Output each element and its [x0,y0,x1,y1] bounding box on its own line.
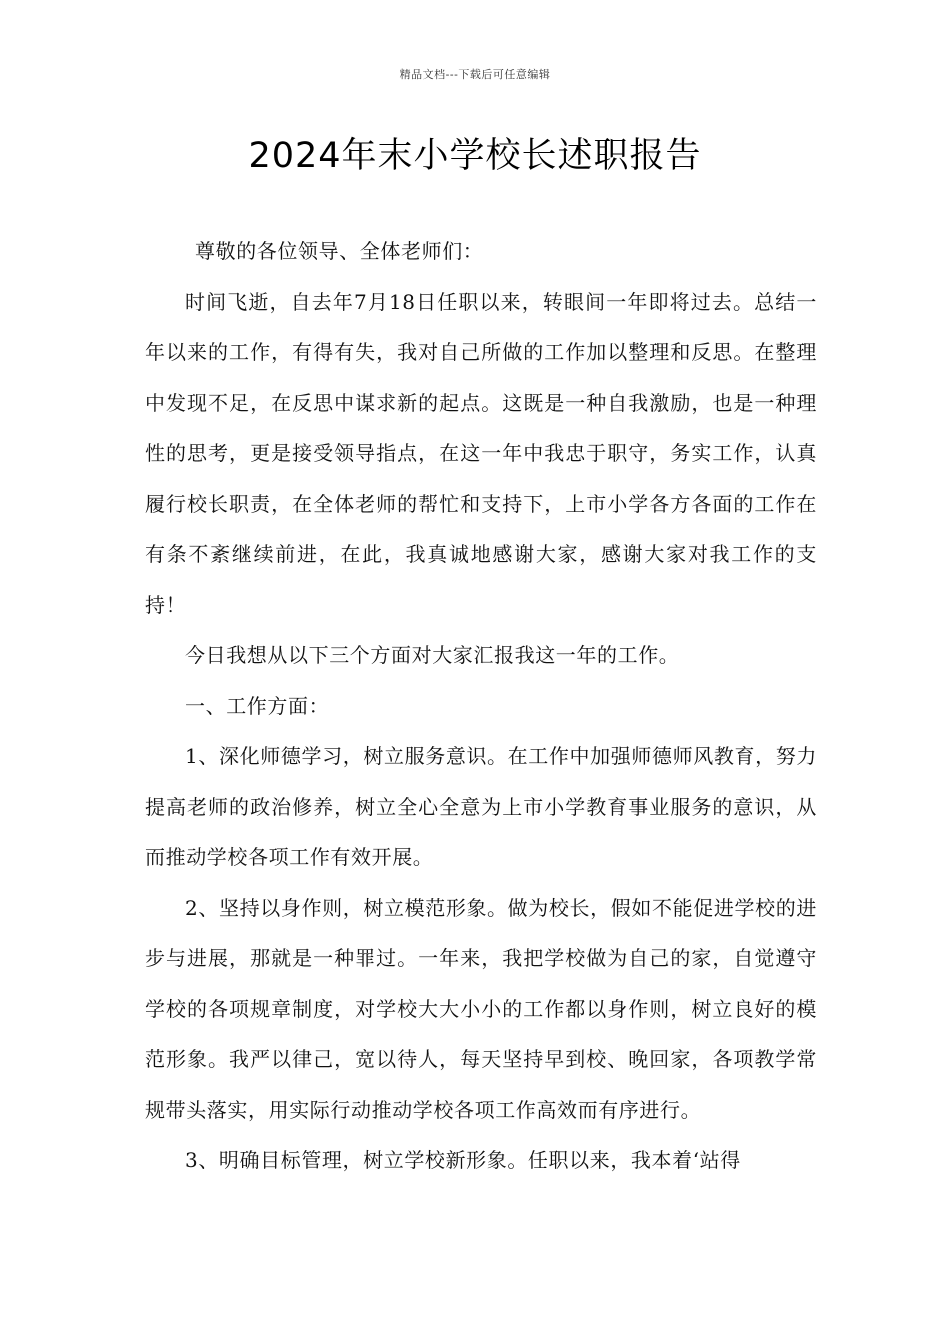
body-paragraph: 2、坚持以身作则，树立模范形象。做为校长，假如不能促进学校的进步与进展，那就是一种罪过。一年来，我把学校做为自己的家，自觉遵守学校的各项规章制度，对学校大大小小的工作都以身作则，树立良好的模范形象。我严以律己，宽以待人，每天坚持早到校、晚回家，各项教学常规带头落实，用实际行动推动学校各项工作高效而有序进行。 [145,895,817,1122]
body-paragraph: 今日我想从以下三个方面对大家汇报我这一年的工作。 [185,643,680,667]
body-paragraph: 1、深化师德学习，树立服务意识。在工作中加强师德师风教育，努力提高老师的政治修养，树立全心全意为上市小学教育事业服务的意识，从而推动学校各项工作有效开展。 [145,744,817,869]
body-paragraph: 3、明确目标管理，树立学校新形象。任职以来，我本着‘站得 [185,1148,741,1172]
body-paragraph: 时间飞逝，自去年7月18日任职以来，转眼间一年即将过去。总结一年以来的工作，有得有失，我对自己所做的工作加以整理和反思。在整理中发现不足，在反思中谋求新的起点。这既是一种自我激励，也是一种理性的思考，更是接受领导指点，在这一年中我忠于职守，务实工作，认真履行校长职责，在全体老师的帮忙和支持下，上市小学各方各面的工作在有条不紊继续前进，在此，我真诚地感谢大家，感谢大家对我工作的支持！ [145,289,817,617]
document-body [145,226,817,1186]
section-heading: 一、工作方面： [185,693,330,718]
salutation-paragraph: 尊敬的各位领导、全体老师们： [195,239,484,263]
header-note: 精品文档---下载后可任意编辑 [399,68,551,81]
document-title: 2024年末小学校长述职报告 [248,136,702,176]
